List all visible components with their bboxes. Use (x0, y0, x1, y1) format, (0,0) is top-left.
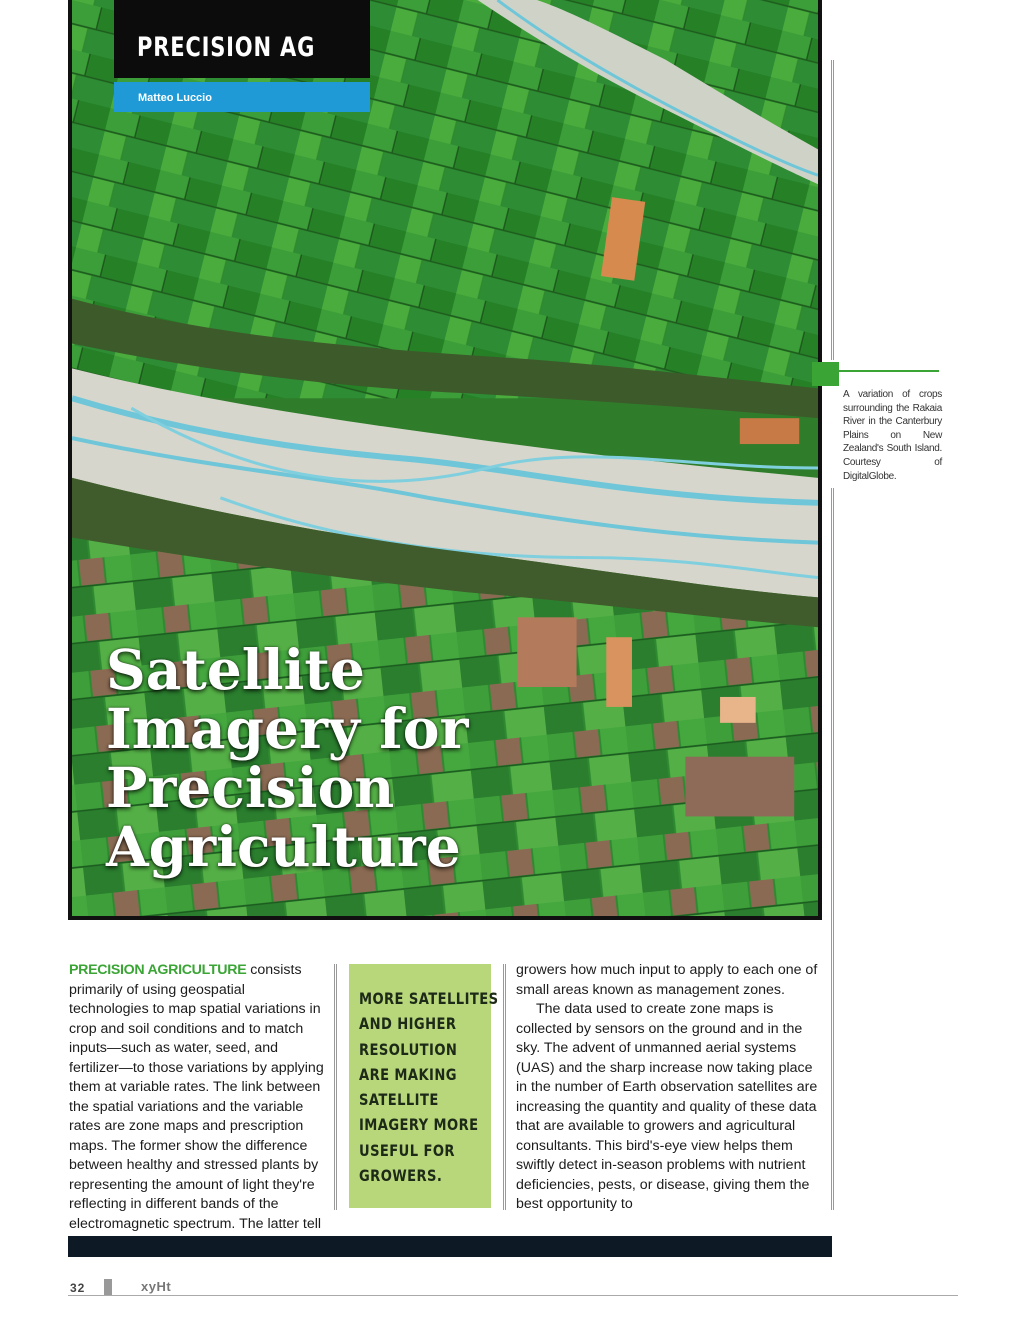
footer-rule (68, 1295, 958, 1296)
body-column-1 (69, 961, 325, 1234)
pullquote-line: ARE MAKING (359, 1064, 457, 1084)
caption-rule (839, 370, 939, 372)
pullquote-line: SATELLITE (359, 1090, 439, 1110)
publication-name: xyHt (141, 1279, 172, 1294)
image-caption: A variation of crops surrounding the Rakaia River in the Canterbury Plains on New Zealand's South Island. Courtesy of DigitalGlobe. (843, 389, 942, 482)
body-text: consists primarily of using geospatial technologies to map spatial variations in crop and soil conditions and to match inputs—such as water, seed, and fertilizer—to those variations by applying them at variable rates. The link between the spatial variations and the variable rates are zone maps and prescription maps. The former show the difference between healthy and stressed plants by representing the amount of light they're reflecting in different bands of the electromagnetic spectrum. The latter tell (69, 962, 324, 1232)
author-byline: Matteo Luccio (114, 82, 370, 112)
caption-marker (812, 362, 839, 386)
vertical-rule (831, 488, 834, 1210)
pullquote-line: GROWERS. (359, 1166, 443, 1186)
lead-in: PRECISION AGRICULTURE (69, 962, 247, 978)
section-tag: PRECISION AG (114, 0, 370, 78)
title-line: Agriculture (106, 814, 461, 879)
title-line: Precision (106, 755, 395, 820)
pullquote-rule (334, 964, 337, 1210)
pull-quote (349, 964, 499, 1208)
pullquote-line: AND HIGHER (359, 1014, 457, 1034)
article-title (106, 637, 566, 879)
body-paragraph: growers how much input to apply to each one of small areas known as management zones. (516, 962, 818, 998)
pullquote-line: IMAGERY MORE (359, 1115, 479, 1135)
pullquote-line: RESOLUTION (359, 1039, 458, 1059)
title-line: Imagery for (106, 696, 469, 761)
footer-bar (68, 1236, 832, 1257)
pullquote-rule (503, 964, 506, 1210)
body-column-2 (516, 961, 826, 1215)
pullquote-line: MORE SATELLITES (359, 989, 499, 1008)
vertical-rule (831, 60, 834, 360)
hero-satellite-image (68, 0, 822, 920)
footer-divider (104, 1279, 112, 1295)
body-paragraph: The data used to create zone maps is collected by sensors on the ground and in the sky. The advent of unmanned aerial systems (UAS) and the sharp increase now taking place in the number of Earth observation satellites are increasing the quantity and quality of these data that are available to growers and agricultural consultants. This bird's-eye view helps them swiftly detect in-season problems with nutrient deficiencies, pests, or disease, giving them the best opportunity to (516, 1001, 818, 1212)
page-number: 32 (70, 1281, 86, 1295)
title-line: Satellite (106, 637, 365, 702)
pullquote-line: USEFUL FOR (359, 1140, 455, 1160)
